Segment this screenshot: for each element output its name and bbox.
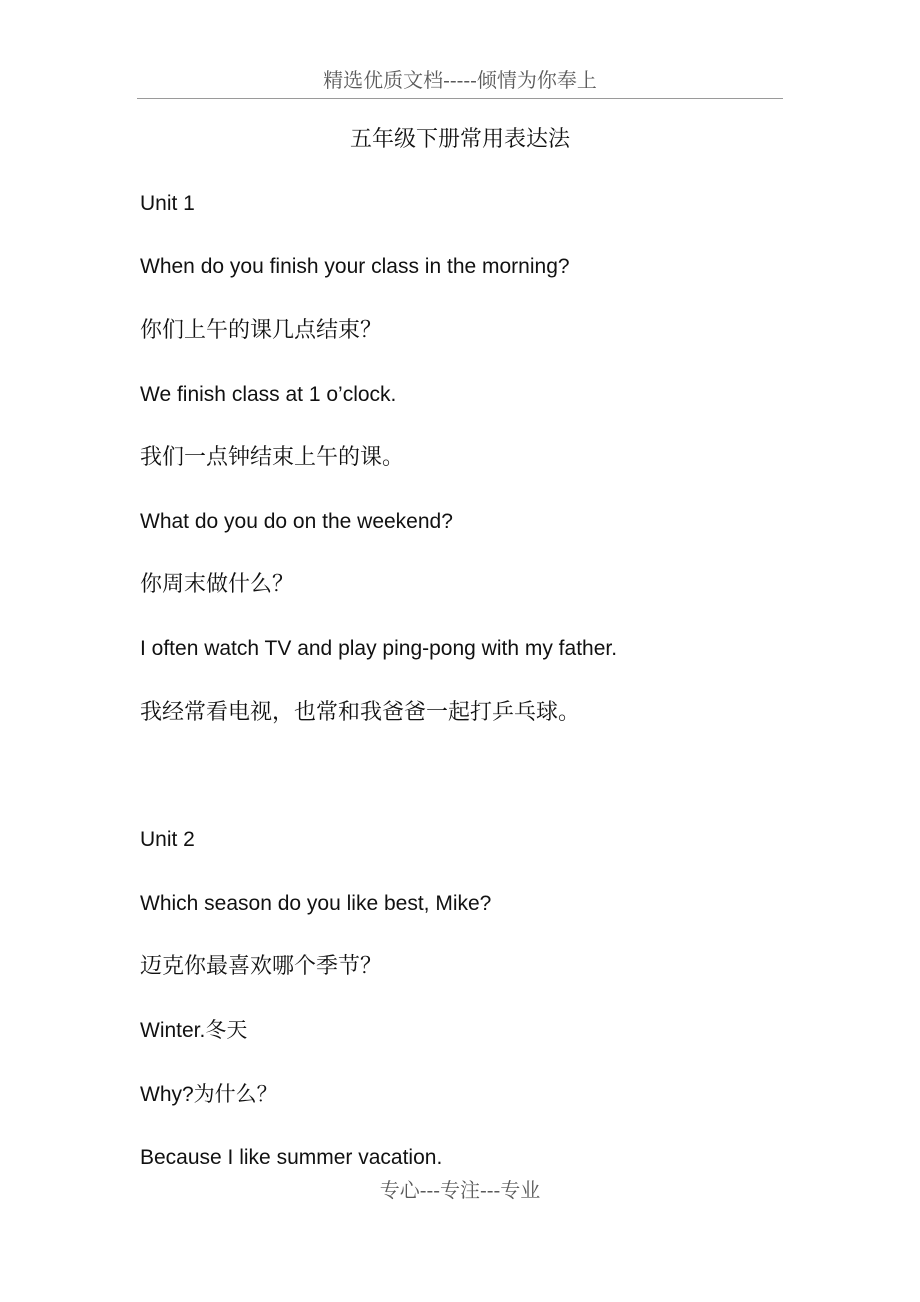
unit-1-answer-1: We finish class at 1 o’clock. bbox=[140, 383, 397, 406]
page-footer: 专心---专注---专业 bbox=[379, 1178, 541, 1202]
header-divider bbox=[137, 98, 783, 99]
unit-1-answer-1-translation: 我们一点钟结束上午的课。 bbox=[140, 445, 405, 470]
unit-2-answer-1: Winter.冬天 bbox=[140, 1019, 248, 1042]
unit-1-question-2-translation: 你周末做什么？ bbox=[140, 572, 295, 597]
unit-2-answer-2: Because I like summer vacation. bbox=[140, 1146, 443, 1169]
unit-2-heading: Unit 2 bbox=[140, 828, 195, 851]
unit-1-question-1-translation: 你们上午的课几点结束？ bbox=[140, 318, 383, 343]
unit-2-question-1-translation: 迈克你最喜欢哪个季节？ bbox=[140, 954, 383, 979]
unit-1-question-2: What do you do on the weekend? bbox=[140, 510, 453, 533]
unit-1-answer-2: I often watch TV and play ping-pong with my father. bbox=[140, 637, 618, 660]
page-header: 精选优质文档-----倾情为你奉上 bbox=[323, 68, 597, 92]
unit-1-question-1: When do you finish your class in the morning? bbox=[140, 255, 570, 278]
document-title: 五年级下册常用表达法 bbox=[349, 127, 570, 152]
unit-2-question-2: Why?为什么？ bbox=[140, 1083, 278, 1106]
unit-2-question-1: Which season do you like best, Mike? bbox=[140, 892, 492, 915]
unit-1-heading: Unit 1 bbox=[140, 192, 195, 215]
unit-1-answer-2-translation: 我经常看电视，也常和我爸爸一起打乒乓球。 bbox=[140, 700, 581, 725]
